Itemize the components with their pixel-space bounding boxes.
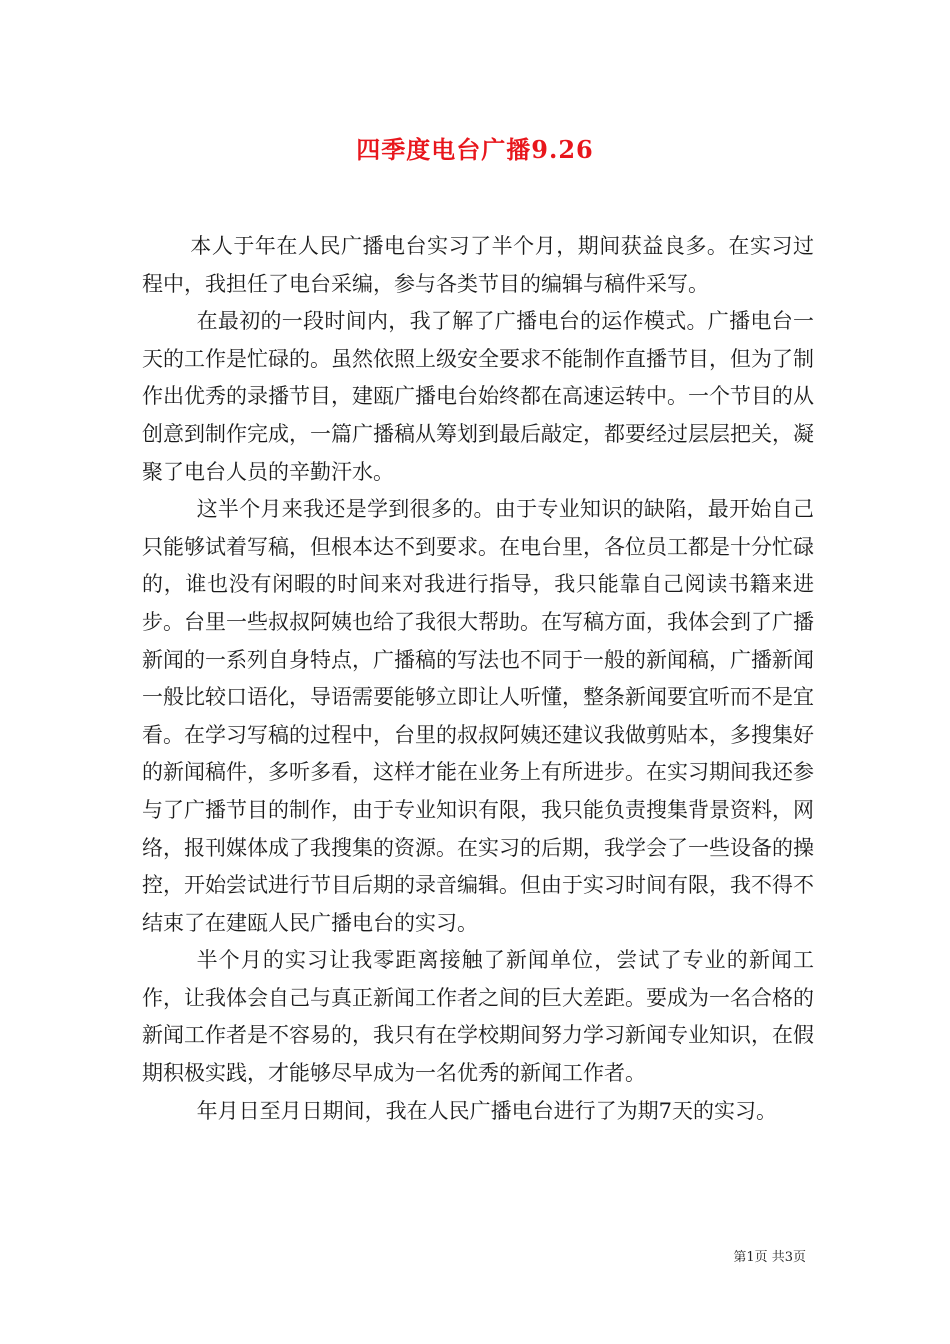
paragraph: 这半个月来我还是学到很多的。由于专业知识的缺陷，最开始自己只能够试着写稿，但根本达不到要求。在电台里，各位员工都是十分忙碌的，谁也没有闲暇的时间来对我进行指导，我只能靠自己阅读书籍来进步。台里一些叔叔阿姨也给了我很大帮助。在写稿方面，我体会到了广播新闻的一系列自身特点，广播稿的写法也不同于一般的新闻稿，广播新闻一般比较口语化，导语需要能够立即让人听懂，整条新闻要宜听而不是宜看。在学习写稿的过程中，台里的叔叔阿姨还建议我做剪贴本，多搜集好的新闻稿件，多听多看，这样才能在业务上有所进步。在实习期间我还参与了广播节目的制作，由于专业知识有限，我只能负责搜集背景资料，网络，报刊媒体成了我搜集的资源。在实习的后期，我学会了一些设备的操控，开始尝试进行节目后期的录音编辑。但由于实习时间有限，我不得不结束了在建瓯人民广播电台的实习。 [142,497,814,935]
document-title: 四季度电台广播9.26 [356,135,594,164]
paragraph: 本人于年在人民广播电台实习了半个月，期间获益良多。在实习过程中，我担任了电台采编，参与各类节目的编辑与稿件采写。 [142,234,814,296]
paragraph: 年月日至月日期间，我在人民广播电台进行了为期7天的实习。 [196,1098,777,1123]
paragraph: 半个月的实习让我零距离接触了新闻单位，尝试了专业的新闻工作，让我体会自己与真正新闻工作者之间的巨大差距。要成为一名合格的新闻工作者是不容易的，我只有在学校期间努力学习新闻专业知识，在假期积极实践，才能够尽早成为一名优秀的新闻工作者。 [142,948,814,1086]
paragraph: 在最初的一段时间内，我了解了广播电台的运作模式。广播电台一天的工作是忙碌的。虽然依照上级安全要求不能制作直播节目，但为了制作出优秀的录播节目，建瓯广播电台始终都在高速运转中。一个节目的从创意到制作完成，一篇广播稿从筹划到最后敲定，都要经过层层把关，凝聚了电台人员的辛勤汗水。 [142,309,814,484]
document-body [142,228,814,1130]
page-number-footer: 第1页 共3页 [733,1250,806,1265]
